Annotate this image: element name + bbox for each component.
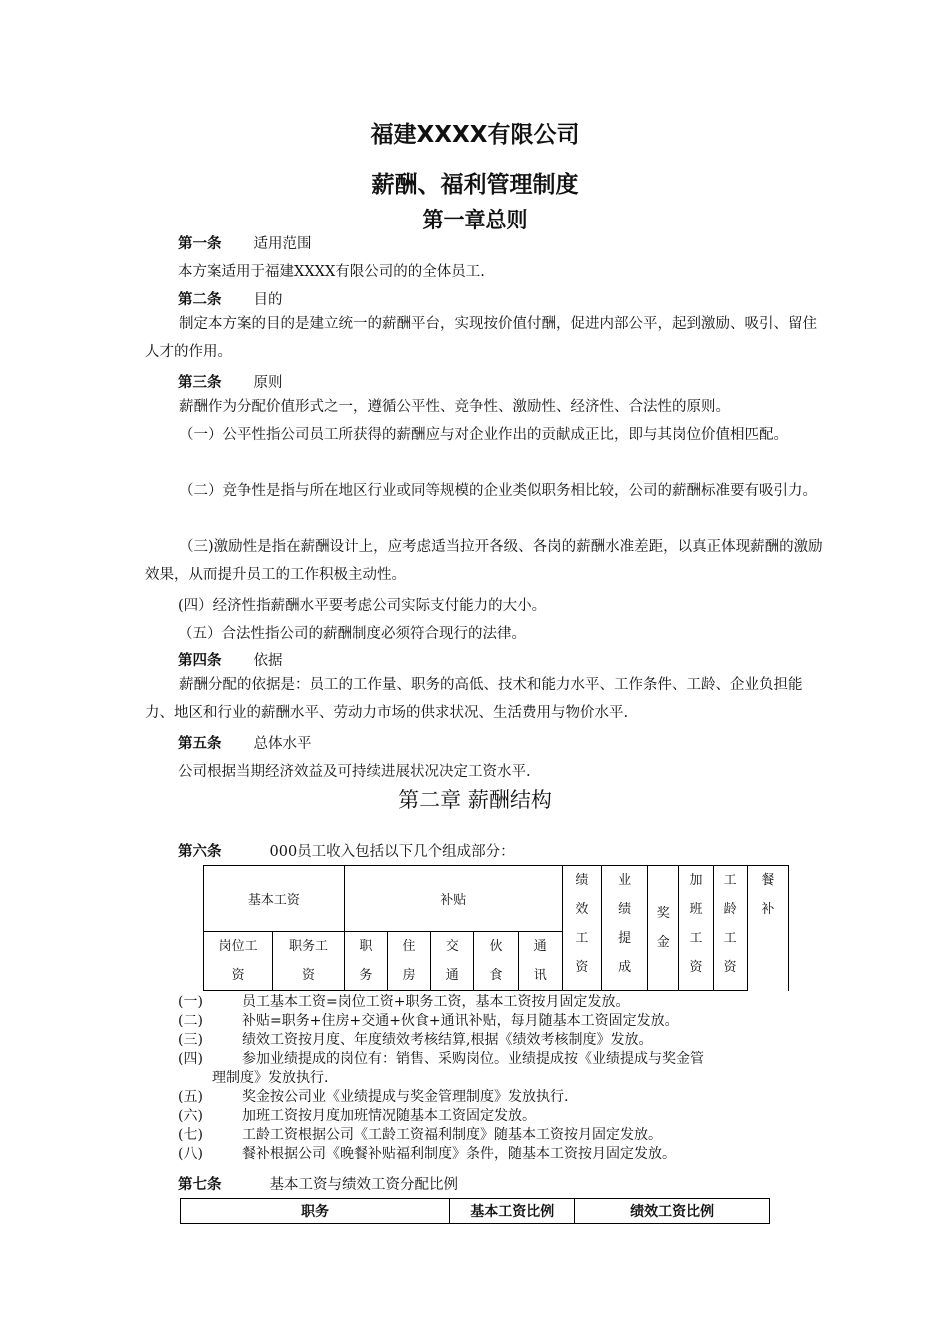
list-item: 理制度》发放执行. bbox=[212, 1070, 329, 1086]
article-4-body: 薪酬分配的依据是：员工的工作量、职务的高低、技术和能力水平、工作条件、工龄、企业负担能力、地区和行业的薪酬水平、劳动力市场的供求状况、生活费用与物价水平. bbox=[145, 677, 803, 721]
cell-basic-wage: 基本工资 bbox=[204, 866, 345, 932]
cell-meal-subsidy: 餐补 bbox=[747, 866, 788, 991]
ratio-col-basic: 基本工资比例 bbox=[450, 1199, 575, 1224]
article-5-heading bbox=[178, 732, 312, 753]
article-3-body: 薪酬作为分配价值形式之一，遵循公平性、竞争性、激励性、经济性、合法性的原则。 bbox=[179, 399, 730, 415]
article-6-heading bbox=[178, 840, 515, 861]
list-item: (六) 加班工资按月度加班情况随基本工资固定发放。 bbox=[178, 1108, 536, 1124]
ratio-col-position: 职务 bbox=[181, 1199, 450, 1224]
list-item: (一) 员工基本工资=岗位工资+职务工资，基本工资按月固定发放。 bbox=[178, 994, 630, 1010]
cell-commission: 业绩提成 bbox=[601, 866, 647, 991]
article-title: 目的 bbox=[253, 292, 283, 308]
article-2-body: 制定本方案的目的是建立统一的薪酬平台，实现按价值付酬，促进内部公平，起到激励、吸引、留住人才的作用。 bbox=[145, 316, 817, 360]
principle-economy: (四）经济性指薪酬水平要考虑公司实际支付能力的大小。 bbox=[178, 598, 547, 614]
list-item: (三) 绩效工资按月度、年度绩效考核结算,根据《绩效考核制度》发放。 bbox=[178, 1032, 653, 1048]
company-title: 福建XXXX有限公司 bbox=[370, 122, 580, 148]
article-title: 000员工收入包括以下几个组成部分： bbox=[269, 844, 515, 860]
cell-bonus: 奖金 bbox=[648, 866, 679, 991]
cell-performance-wage: 绩效工资 bbox=[562, 866, 601, 991]
article-2-heading bbox=[178, 288, 283, 309]
principle-incentive: （三)激励性是指在薪酬设计上，应考虑适当拉开各级、各岗的薪酬水准差距，以真正体现薪酬的激励效果，从而提升员工的工作积极主动性。 bbox=[145, 539, 823, 583]
article-title: 基本工资与绩效工资分配比例 bbox=[269, 1177, 458, 1193]
chapter-2-heading: 第二章 薪酬结构 bbox=[398, 788, 552, 812]
salary-structure-table bbox=[203, 865, 789, 991]
article-title: 总体水平 bbox=[253, 736, 312, 752]
cell-subsidy-duty: 职务 bbox=[344, 932, 387, 991]
ratio-table bbox=[180, 1198, 770, 1224]
cell-subsidy-meals: 伙食 bbox=[474, 932, 518, 991]
article-title: 依据 bbox=[253, 653, 283, 669]
list-item: (五) 奖金按公司业《业绩提成与奖金管理制度》发放执行. bbox=[178, 1089, 569, 1105]
cell-post-wage: 岗位工资 bbox=[204, 932, 273, 991]
article-label: 第一条 bbox=[178, 236, 222, 252]
article-label: 第六条 bbox=[178, 844, 222, 860]
principle-fairness: （一）公平性指公司员工所获得的薪酬应与对企业作出的贡献成正比，即与其岗位价值相匹配。 bbox=[179, 427, 788, 443]
cell-overtime-wage: 加班工资 bbox=[679, 866, 713, 991]
article-title: 原则 bbox=[253, 375, 283, 391]
article-4-heading bbox=[178, 649, 283, 670]
article-label: 第七条 bbox=[178, 1177, 222, 1193]
chapter-1-heading: 第一章总则 bbox=[422, 208, 528, 232]
list-item: (二) 补贴=职务+住房+交通+伙食+通讯补贴，每月随基本工资固定发放。 bbox=[178, 1013, 679, 1029]
list-item: (八) 餐补根据公司《晚餐补贴福利制度》条件，随基本工资按月固定发放。 bbox=[178, 1146, 676, 1162]
cell-subsidy-communication: 通讯 bbox=[518, 932, 562, 991]
principle-competitiveness: （二）竞争性是指与所在地区行业或同等规模的企业类似职务相比较，公司的薪酬标准要有吸引力。 bbox=[179, 483, 817, 499]
principle-legality: （五）合法性指公司的薪酬制度必须符合现行的法律。 bbox=[178, 626, 526, 642]
article-3-heading bbox=[178, 371, 283, 392]
cell-subsidy-housing: 住房 bbox=[387, 932, 430, 991]
article-label: 第四条 bbox=[178, 653, 222, 669]
ratio-col-performance: 绩效工资比例 bbox=[575, 1199, 770, 1224]
article-label: 第三条 bbox=[178, 375, 222, 391]
cell-seniority-wage: 工龄工资 bbox=[713, 866, 747, 991]
document-title: 薪酬、福利管理制度 bbox=[371, 172, 579, 198]
component-list bbox=[178, 993, 704, 1164]
cell-subsidy: 补贴 bbox=[344, 866, 562, 932]
article-label: 第五条 bbox=[178, 736, 222, 752]
article-1-body: 本方案适用于福建XXXX有限公司的的全体员工. bbox=[178, 264, 485, 280]
cell-subsidy-transport: 交通 bbox=[431, 932, 474, 991]
article-label: 第二条 bbox=[178, 292, 222, 308]
article-1-heading bbox=[178, 232, 312, 253]
article-title: 适用范围 bbox=[253, 236, 312, 252]
article-7-heading bbox=[178, 1173, 458, 1194]
article-5-body: 公司根据当期经济效益及可持续进展状况决定工资水平. bbox=[178, 764, 531, 780]
list-item: (七) 工龄工资根据公司《工龄工资福利制度》随基本工资按月固定发放。 bbox=[178, 1127, 662, 1143]
list-item: (四) 参加业绩提成的岗位有：销售、采购岗位。业绩提成按《业绩提成与奖金管 bbox=[178, 1051, 704, 1067]
cell-duty-wage: 职务工资 bbox=[273, 932, 344, 991]
